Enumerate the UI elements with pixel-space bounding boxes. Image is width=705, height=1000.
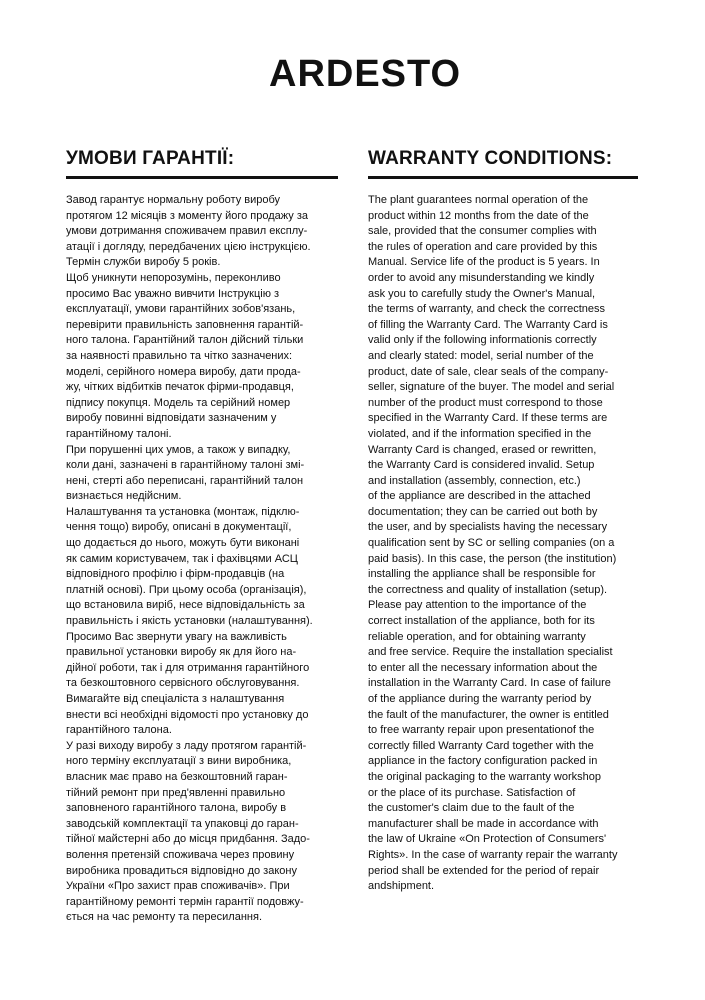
text-line: дійної роботи, так і для отримання гарантійного [66, 661, 310, 674]
text-line: протягом 12 місяців з моменту його продажу за [66, 209, 308, 222]
ardesto-logo-icon [267, 52, 461, 95]
text-line: умови дотримання споживачем правил експлу- [66, 225, 308, 238]
text-line: violated, and if the information specified in the [368, 427, 592, 440]
text-line: number of the product must correspond to those [368, 396, 603, 409]
text-line: Завод гарантує нормальну роботу виробу [66, 194, 281, 206]
text-line: seller, signature of the buyer. The model and serial [368, 381, 615, 394]
text-line: за наявності правильно та чітко зазначених: [66, 349, 293, 362]
text-line: documentation; they can be carried out both by [368, 505, 598, 518]
text-line: the law of Ukraine «On Protection of Consumers' [368, 833, 607, 846]
text-line: У разі виходу виробу з ладу протягом гарантій- [66, 739, 307, 752]
text-line: Please pay attention to the importance of the [368, 599, 587, 612]
text-line: експлуатації, умови гарантійних зобов'язань, [66, 303, 296, 316]
text-line: the original packaging to the warranty workshop [368, 770, 601, 783]
text-line: the correctness and quality of installation (setup). [368, 583, 608, 596]
text-line: внести всі необхідні відомості про установку до [66, 708, 309, 721]
heading-divider [368, 176, 638, 179]
text-line: or the place of its purchase. Satisfaction of [368, 786, 576, 799]
text-line: of the appliance during the warranty period by [368, 693, 592, 705]
text-line: ється на час ремонту та пересилання. [66, 911, 262, 924]
text-line: власник має право на безкоштовний гаран- [66, 770, 288, 783]
brand-logo [0, 52, 705, 97]
text-line: Просимо Вас звернути увагу на важливість [66, 630, 287, 643]
text-line: Warranty Card is changed, erased or rewritten, [368, 443, 597, 456]
text-line: order to avoid any misunderstanding we kindly [368, 271, 595, 284]
text-line: to free warranty repair upon presentationof the [368, 724, 595, 737]
text-line: платній основі). При цьому особа (організація), [66, 583, 307, 596]
text-line: product, date of sale, clear seals of the company- [368, 365, 609, 378]
text-line: Manual. Service life of the product is 5 years. In [368, 256, 600, 269]
text-line: Термін служби виробу 5 років. [66, 256, 221, 269]
text-line: reliable operation, and for obtaining warranty [368, 630, 586, 643]
text-line: заводській комплектації та упаковці до гаран- [66, 817, 299, 830]
warranty-en-column [368, 148, 640, 895]
warranty-ua-column [66, 148, 338, 926]
text-line: правильної установки виробу як для його на- [66, 646, 297, 659]
text-line: of the appliance are described in the attached [368, 490, 591, 503]
heading-divider [66, 176, 338, 179]
text-line: and free service. Require the installation specialist [368, 646, 613, 659]
text-line: correct installation of the appliance, both for its [368, 615, 595, 628]
text-line: valid only if the following informationis correctly [368, 334, 597, 347]
text-line: Rights». In the case of warranty repair the warranty [368, 848, 618, 861]
text-line: and installation (assembly, connection, etc.) [368, 474, 581, 487]
warranty-en-text [368, 193, 640, 895]
text-line: жу, чітких відбитків печаток фірми-продавця, [66, 381, 294, 394]
text-line: просимо Вас уважно вивчити Інструкцію з [66, 287, 280, 300]
text-line: ask you to carefully study the Owner's Manual, [368, 287, 596, 300]
text-line: як самим користувачем, так і фахівцями АСЦ [66, 552, 298, 565]
text-line: the Warranty Card is considered invalid. Setup [368, 459, 595, 472]
text-line: волення претензій споживача через провину [66, 848, 295, 861]
text-line: тійної майстерні або до місця придбання. Задо- [66, 833, 310, 846]
warranty-ua-text [66, 193, 338, 926]
text-line: При порушенні цих умов, а також у випадку, [66, 443, 291, 456]
brand-name-text: ARDESTO [268, 53, 461, 95]
text-line: тійний ремонт при пред'явленні правильно [66, 786, 286, 799]
text-line: installation in the Warranty Card. In case of failure [368, 677, 611, 690]
text-line: the terms of warranty, and check the correctness [368, 303, 606, 316]
text-line: підпису покупця. Модель та серійний номер [66, 396, 291, 409]
warranty-ua-heading: УМОВИ ГАРАНТІЇ: [66, 148, 235, 169]
text-line: qualification sent by SC or selling companies (on a [368, 537, 615, 550]
text-line: виробника провадиться відповідно до закону [66, 864, 297, 877]
text-line: The plant guarantees normal operation of the [368, 194, 589, 206]
text-line: andshipment. [368, 880, 435, 893]
text-line: заповненого гарантійного талона, виробу в [66, 802, 287, 815]
text-line: нені, стерті або переписані, гарантійний талон [66, 474, 304, 487]
text-line: атації і догляду, передбачених цією інструкцією. [66, 240, 311, 253]
text-line: the fault of the manufacturer, the owner is entitled [368, 708, 609, 721]
text-line: and clearly stated: model, serial number of the [368, 349, 594, 362]
text-line: перевірити правильність заповнення гарантій- [66, 318, 304, 331]
text-line: моделі, серійного номера виробу, дати прода- [66, 365, 301, 378]
text-line: installing the appliance shall be responsible for [368, 568, 596, 581]
text-line: Налаштування та установка (монтаж, підклю- [66, 505, 300, 518]
text-line: correctly filled Warranty Card together with the [368, 739, 594, 752]
text-line: to enter all the necessary information about the [368, 661, 598, 674]
text-line: виробу повинні відповідати зазначеним у [66, 412, 277, 425]
text-line: правильність і якість установки (налаштування). [66, 615, 313, 628]
text-line: sale, provided that the consumer complies with [368, 225, 597, 238]
text-line: specified in the Warranty Card. If these terms are [368, 412, 608, 425]
text-line: the customer's claim due to the fault of the [368, 802, 575, 815]
text-line: period shall be extended for the period of repair [368, 864, 600, 877]
text-line: the user, and by specialists having the necessary [368, 521, 608, 534]
text-line: коли дані, зазначені в гарантійному талоні змі- [66, 459, 305, 472]
text-line: визнається недійсним. [66, 490, 182, 503]
text-line: the rules of operation and care provided by this [368, 240, 598, 253]
text-line: ного терміну експлуатації з вини виробника, [66, 755, 292, 768]
text-line: appliance in the factory configuration packed in [368, 755, 598, 768]
text-line: paid basis). In this case, the person (the institution) [368, 552, 617, 565]
text-line: України «Про захист прав споживачів». При [66, 880, 290, 893]
text-line: of filling the Warranty Card. The Warranty Card is [368, 318, 608, 331]
text-line: гарантійного талона. [66, 724, 172, 737]
text-line: що додається до нього, можуть бути виконані [66, 537, 300, 550]
text-line: чення тощо) виробу, описані в документації, [66, 521, 292, 534]
text-line: що встановила виріб, несе відповідальність за [66, 599, 305, 612]
text-line: manufacturer shall be made in accordance with [368, 817, 599, 830]
warranty-en-heading: WARRANTY CONDITIONS: [368, 148, 613, 169]
text-line: Вимагайте від спеціаліста з налаштування [66, 693, 285, 705]
text-line: product within 12 months from the date of the [368, 209, 589, 222]
text-line: гарантійному талоні. [66, 427, 172, 440]
text-line: ного талона. Гарантійний талон дійсний тільки [66, 334, 304, 347]
text-line: та безкоштовного сервісного обслуговування. [66, 677, 300, 690]
text-line: відповідного профілю і фірм-продавців (на [66, 568, 285, 581]
text-line: Щоб уникнути непорозумінь, переконливо [66, 271, 281, 284]
text-line: гарантійному ремонті термін гарантії подовжу- [66, 895, 304, 908]
